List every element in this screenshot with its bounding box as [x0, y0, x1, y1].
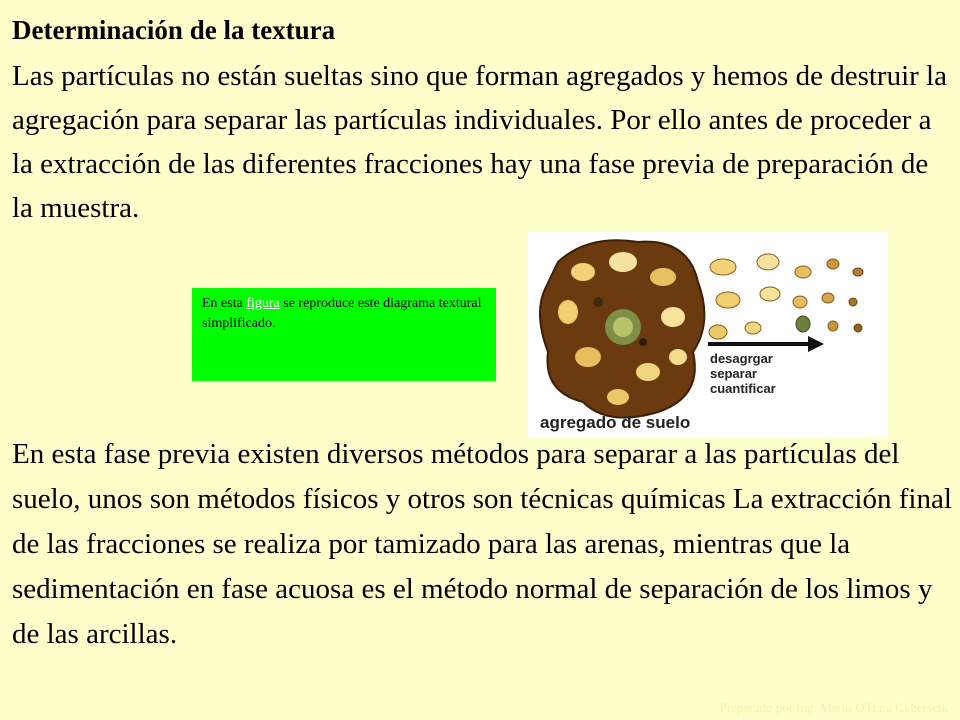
label-cuantificar: cuantificar	[710, 381, 776, 396]
figure-link[interactable]: figura	[246, 296, 280, 311]
figure-note-box	[192, 288, 496, 381]
label-agregado-de-suelo: agregado de suelo	[540, 413, 691, 432]
note-text-before: En esta	[202, 296, 247, 311]
label-separar: separar	[710, 366, 757, 381]
process-arrow-head	[808, 336, 824, 352]
note-text-after: se reproduce este diagrama textural simplificado.	[202, 296, 482, 331]
intro-paragraph: Las partículas no están sueltas sino que forman agregados y hemos de destruir la agregación para separar las partículas individuales. Por ello antes de proceder a la extracción de las diferentes fracciones hay una fase previa de preparación de la muestra.	[12, 60, 947, 224]
methods-paragraph: En esta fase previa existen diversos métodos para separar a las partículas del suelo, unos son métodos físicos y otros son técnicas químicas La extracción final de las fracciones se realiza por tamizado para las arenas, mientras que la sedimentación en fase acuosa es el método normal de separación de los limos y de las arcillas.	[12, 438, 952, 650]
label-desagregar: desagrgar	[710, 351, 773, 366]
slide-title: Determinación de la textura	[12, 15, 336, 45]
author-footer: Preparado por Ing. Mario O'Hara Gaberscik	[719, 700, 948, 715]
separated-particles	[709, 254, 863, 339]
soil-aggregate-figure	[528, 232, 888, 438]
soil-aggregate-illustration	[528, 232, 888, 438]
